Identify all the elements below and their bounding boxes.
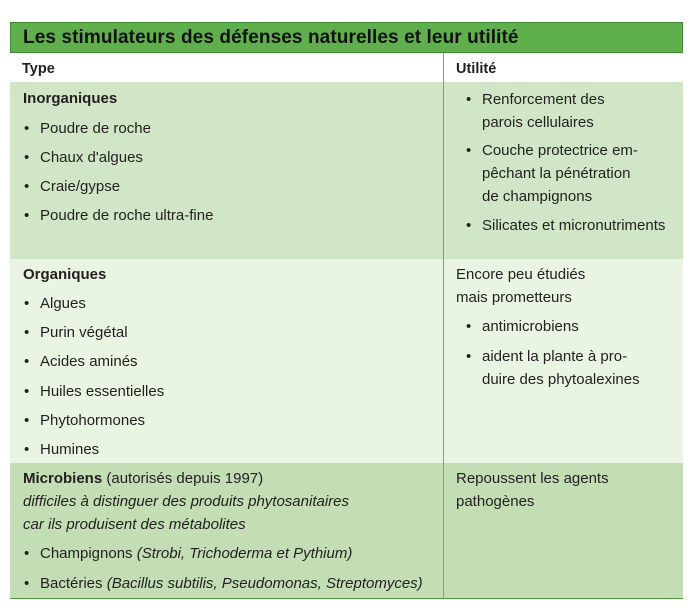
list-item-continuation: duire des phytoalexines: [482, 371, 640, 388]
header-type: [10, 53, 443, 82]
table-row: [10, 463, 683, 598]
list-item: • Couche protectrice em-: [466, 142, 638, 159]
list-item: • aident la plante à pro-: [466, 348, 628, 365]
list-item-continuation: de champignons: [482, 188, 593, 205]
category-description: difficiles à distinguer des produits phytosanitaires: [23, 493, 350, 510]
list-item: • Huiles essentielles: [24, 383, 165, 400]
category-description: car ils produisent des métabolites: [23, 516, 246, 533]
header-utility: [444, 53, 683, 82]
category-line: [23, 467, 263, 490]
type-cell: [10, 259, 443, 463]
list-item: • Acides aminés: [24, 353, 138, 370]
type-cell: [10, 463, 443, 598]
category-label: Organiques: [23, 266, 107, 283]
list-item: • Bactéries (Bacillus subtilis, Pseudomonas, Streptomyces): [24, 575, 423, 592]
utility-cell: [444, 259, 683, 463]
column-divider: [443, 53, 444, 598]
utility-intro: Repoussent les agents: [456, 470, 609, 487]
list-item: • Humines: [24, 441, 100, 458]
info-table: [10, 22, 683, 599]
list-item: • Phytohormones: [24, 412, 146, 429]
list-item: • antimicrobiens: [466, 318, 579, 335]
table-title: Les stimulateurs des défenses naturelles et leur utilité: [23, 27, 519, 48]
list-item: • Poudre de roche: [24, 120, 151, 137]
list-item: • Silicates et micronutriments: [466, 217, 666, 234]
utility-cell: [444, 82, 683, 259]
header-utility-label: Utilité: [456, 61, 497, 77]
table-row: [10, 259, 683, 463]
header-type-label: Type: [22, 61, 55, 77]
list-item: • Poudre de roche ultra-fine: [24, 207, 214, 224]
table-row: [10, 82, 683, 259]
list-item: • Renforcement des: [466, 91, 605, 108]
category-note: (autorisés depuis 1997): [106, 470, 264, 487]
list-item: • Chaux d'algues: [24, 149, 143, 166]
utility-intro: pathogènes: [456, 493, 535, 510]
type-cell: [10, 82, 443, 259]
category-label: Microbiens: [23, 470, 103, 487]
utility-intro: mais prometteurs: [456, 289, 572, 306]
utility-cell: [444, 463, 683, 598]
list-item-continuation: parois cellulaires: [482, 114, 594, 131]
list-item: • Purin végétal: [24, 324, 128, 341]
list-item-continuation: pêchant la pénétration: [482, 165, 631, 182]
list-item: • Champignons (Strobi, Trichoderma et Pythium): [24, 545, 353, 562]
list-item: • Craie/gypse: [24, 178, 121, 195]
category-label: Inorganiques: [23, 90, 118, 107]
list-item: • Algues: [24, 295, 86, 312]
table-title-bar: [10, 22, 683, 53]
utility-intro: Encore peu étudiés: [456, 266, 586, 283]
